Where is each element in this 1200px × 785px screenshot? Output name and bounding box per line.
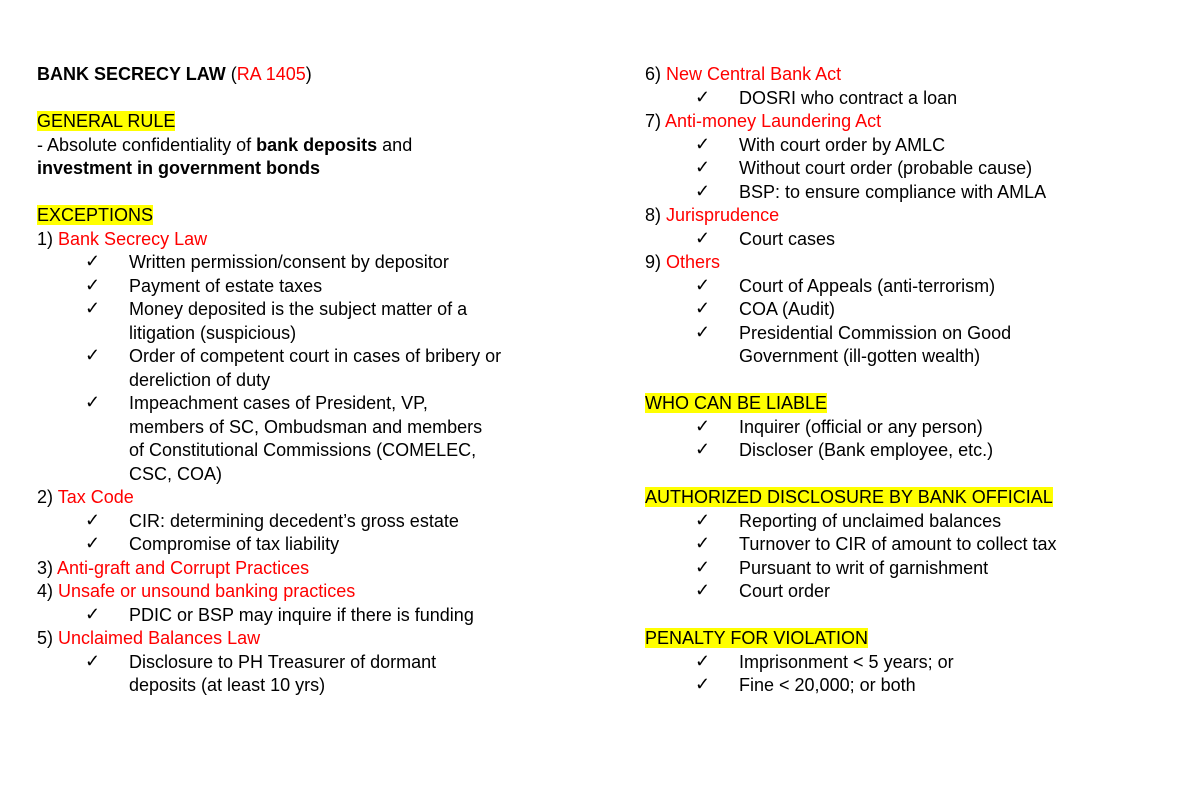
penalty-list [645, 651, 1185, 698]
section-title-text: Jurisprudence [666, 205, 780, 225]
check-mark-icon: ✓ [695, 509, 711, 530]
checklist-item-text: Money deposited is the subject matter of a [129, 299, 468, 319]
checklist-item-text: Government (ill-gotten wealth) [739, 346, 981, 366]
check-mark-icon: ✓ [695, 133, 711, 154]
spacer [37, 87, 597, 111]
general-rule-line-2 [37, 157, 597, 181]
checklist-item-text: Reporting of unclaimed balances [739, 510, 1002, 531]
section-title-text: Anti-graft and Corrupt Practices [57, 557, 310, 578]
general-rule-bold-deposits: bank deposits [256, 134, 378, 155]
checklist-item-text: With court order by AMLC [739, 134, 946, 155]
section-title-text: New Central Bank Act [666, 64, 842, 84]
exception-section-title [645, 110, 1185, 134]
check-mark-icon: ✓ [695, 674, 711, 694]
exception-section-title [37, 627, 597, 651]
checklist-item [37, 345, 597, 392]
left-column [37, 63, 597, 698]
checklist-item-text: Without court order (probable cause) [739, 158, 1033, 178]
checklist-item [37, 604, 597, 628]
exceptions-heading-row [37, 204, 597, 228]
checklist-item [645, 651, 1185, 675]
exception-section-title [37, 486, 597, 510]
checklist-item [37, 275, 597, 299]
checklist-item [645, 674, 1185, 698]
checklist-item [37, 533, 597, 557]
checklist-item-text: Order of competent court in cases of bribery or [129, 346, 502, 366]
penalty-heading: PENALTY FOR VIOLATION [645, 628, 869, 648]
exception-sections-continued [645, 63, 1185, 369]
checklist-item-text: COA (Audit) [739, 299, 836, 319]
section-number: 2) [37, 487, 54, 507]
checklist-item-text: Pursuant to writ of garnishment [739, 557, 989, 578]
section-number: 1) [37, 228, 54, 249]
checklist-item [645, 87, 1185, 111]
section-title-text: Bank Secrecy Law [58, 228, 208, 249]
checklist-item-text: Court order [739, 581, 831, 601]
authorized-list [645, 510, 1185, 604]
checklist-item-text: Presidential Commission on Good [739, 322, 1012, 343]
checklist-item [645, 228, 1185, 252]
checklist-item-text: DOSRI who contract a loan [739, 87, 958, 108]
authorized-heading-row [645, 486, 1185, 510]
check-mark-icon: ✓ [695, 439, 711, 459]
general-rule-heading: GENERAL RULE [37, 111, 176, 131]
section-number: 9) [645, 252, 662, 272]
checklist-item [645, 157, 1185, 181]
section-title-text: Tax Code [57, 487, 134, 507]
general-rule-heading-row [37, 110, 597, 134]
authorized-heading: AUTHORIZED DISCLOSURE BY BANK OFFICIAL [645, 487, 1053, 507]
checklist-item-text: PDIC or BSP may inquire if there is funding [129, 604, 474, 625]
check-mark-icon: ✓ [85, 650, 101, 671]
check-mark-icon: ✓ [85, 603, 101, 624]
exception-section-title [645, 251, 1185, 275]
spacer [645, 463, 1185, 487]
checklist-item [645, 134, 1185, 158]
checklist-item [37, 251, 597, 275]
section-number: 4) [37, 581, 54, 601]
exception-sections [37, 228, 597, 698]
section-title-text: Unsafe or unsound banking practices [58, 581, 356, 601]
document-title [37, 63, 597, 87]
checklist-item [37, 510, 597, 534]
exception-section-title [37, 228, 597, 252]
title-paren-close: ) [305, 64, 312, 84]
checklist-item [645, 298, 1185, 322]
liable-heading: WHO CAN BE LIABLE [645, 393, 828, 413]
checklist-item [37, 298, 597, 345]
section-title-text: Unclaimed Balances Law [58, 628, 261, 648]
checklist-item [645, 275, 1185, 299]
general-rule-text-suffix: and [377, 134, 413, 155]
exception-section-title [37, 557, 597, 581]
exception-section-title [645, 204, 1185, 228]
spacer [645, 369, 1185, 393]
check-mark-icon: ✓ [695, 415, 711, 436]
checklist-item [645, 322, 1185, 369]
checklist-item [37, 651, 597, 698]
check-mark-icon: ✓ [85, 274, 101, 295]
check-mark-icon: ✓ [85, 533, 101, 553]
title-ra-number: RA 1405 [236, 64, 306, 84]
check-mark-icon: ✓ [695, 298, 711, 318]
checklist-item-text: CIR: determining decedent’s gross estate [129, 510, 459, 531]
section-number: 3) [37, 557, 54, 578]
check-mark-icon: ✓ [695, 650, 711, 671]
general-rule-bold-bonds: investment in government bonds [37, 158, 321, 178]
checklist-item-text: of Constitutional Commissions (COMELEC, [129, 440, 477, 460]
check-mark-icon: ✓ [85, 392, 101, 412]
section-number: 5) [37, 628, 54, 648]
penalty-heading-row [645, 627, 1185, 651]
checklist-item-text: Impeachment cases of President, VP, [129, 393, 428, 413]
general-rule-line-1 [37, 134, 597, 158]
checklist-item-text: Turnover to CIR of amount to collect tax [739, 534, 1057, 554]
checklist-item-text: Written permission/consent by depositor [129, 252, 449, 272]
check-mark-icon: ✓ [695, 86, 711, 107]
checklist-item [645, 580, 1185, 604]
checklist-item [645, 181, 1185, 205]
liable-list [645, 416, 1185, 463]
check-mark-icon: ✓ [695, 556, 711, 577]
section-number: 7) [645, 111, 662, 131]
checklist-item [645, 557, 1185, 581]
check-mark-icon: ✓ [85, 298, 101, 318]
section-title-text: Anti-money Laundering Act [665, 111, 882, 131]
check-mark-icon: ✓ [695, 580, 711, 600]
exceptions-heading: EXCEPTIONS [37, 205, 154, 225]
section-title-text: Others [666, 252, 721, 272]
checklist-item-text: dereliction of duty [129, 369, 271, 390]
section-number: 6) [645, 64, 662, 84]
checklist-item-text: deposits (at least 10 yrs) [129, 675, 326, 695]
checklist-item-text: Fine < 20,000; or both [739, 675, 916, 695]
right-column [645, 63, 1185, 698]
check-mark-icon: ✓ [695, 157, 711, 177]
check-mark-icon: ✓ [695, 227, 711, 248]
checklist-item-text: Compromise of tax liability [129, 534, 340, 554]
checklist-item-text: Court of Appeals (anti-terrorism) [739, 275, 996, 296]
liable-heading-row [645, 392, 1185, 416]
checklist-item [645, 510, 1185, 534]
checklist-item-text: litigation (suspicious) [129, 322, 297, 343]
checklist-item-text: BSP: to ensure compliance with AMLA [739, 181, 1047, 202]
checklist-item-text: CSC, COA) [129, 463, 223, 484]
checklist-item-text: Inquirer (official or any person) [739, 416, 983, 437]
checklist-item [645, 533, 1185, 557]
check-mark-icon: ✓ [85, 345, 101, 365]
exception-section-title [645, 63, 1185, 87]
general-rule-text: - Absolute confidentiality of [37, 134, 257, 155]
check-mark-icon: ✓ [695, 533, 711, 553]
spacer [37, 181, 597, 205]
checklist-item-text: Payment of estate taxes [129, 275, 323, 296]
checklist-item-text: Discloser (Bank employee, etc.) [739, 440, 994, 460]
checklist-item-text: members of SC, Ombudsman and members [129, 416, 483, 437]
section-number: 8) [645, 205, 662, 225]
checklist-item-text: Imprisonment < 5 years; or [739, 651, 954, 672]
title-text: BANK SECRECY LAW [37, 64, 226, 84]
check-mark-icon: ✓ [695, 274, 711, 295]
spacer [645, 604, 1185, 628]
check-mark-icon: ✓ [695, 321, 711, 342]
checklist-item [645, 439, 1185, 463]
title-paren-open: ( [225, 64, 237, 84]
checklist-item-text: Court cases [739, 228, 836, 249]
check-mark-icon: ✓ [85, 509, 101, 530]
checklist-item [37, 392, 597, 486]
exception-section-title [37, 580, 597, 604]
check-mark-icon: ✓ [695, 180, 711, 201]
checklist-item [645, 416, 1185, 440]
checklist-item-text: Disclosure to PH Treasurer of dormant [129, 651, 437, 672]
check-mark-icon: ✓ [85, 251, 101, 271]
